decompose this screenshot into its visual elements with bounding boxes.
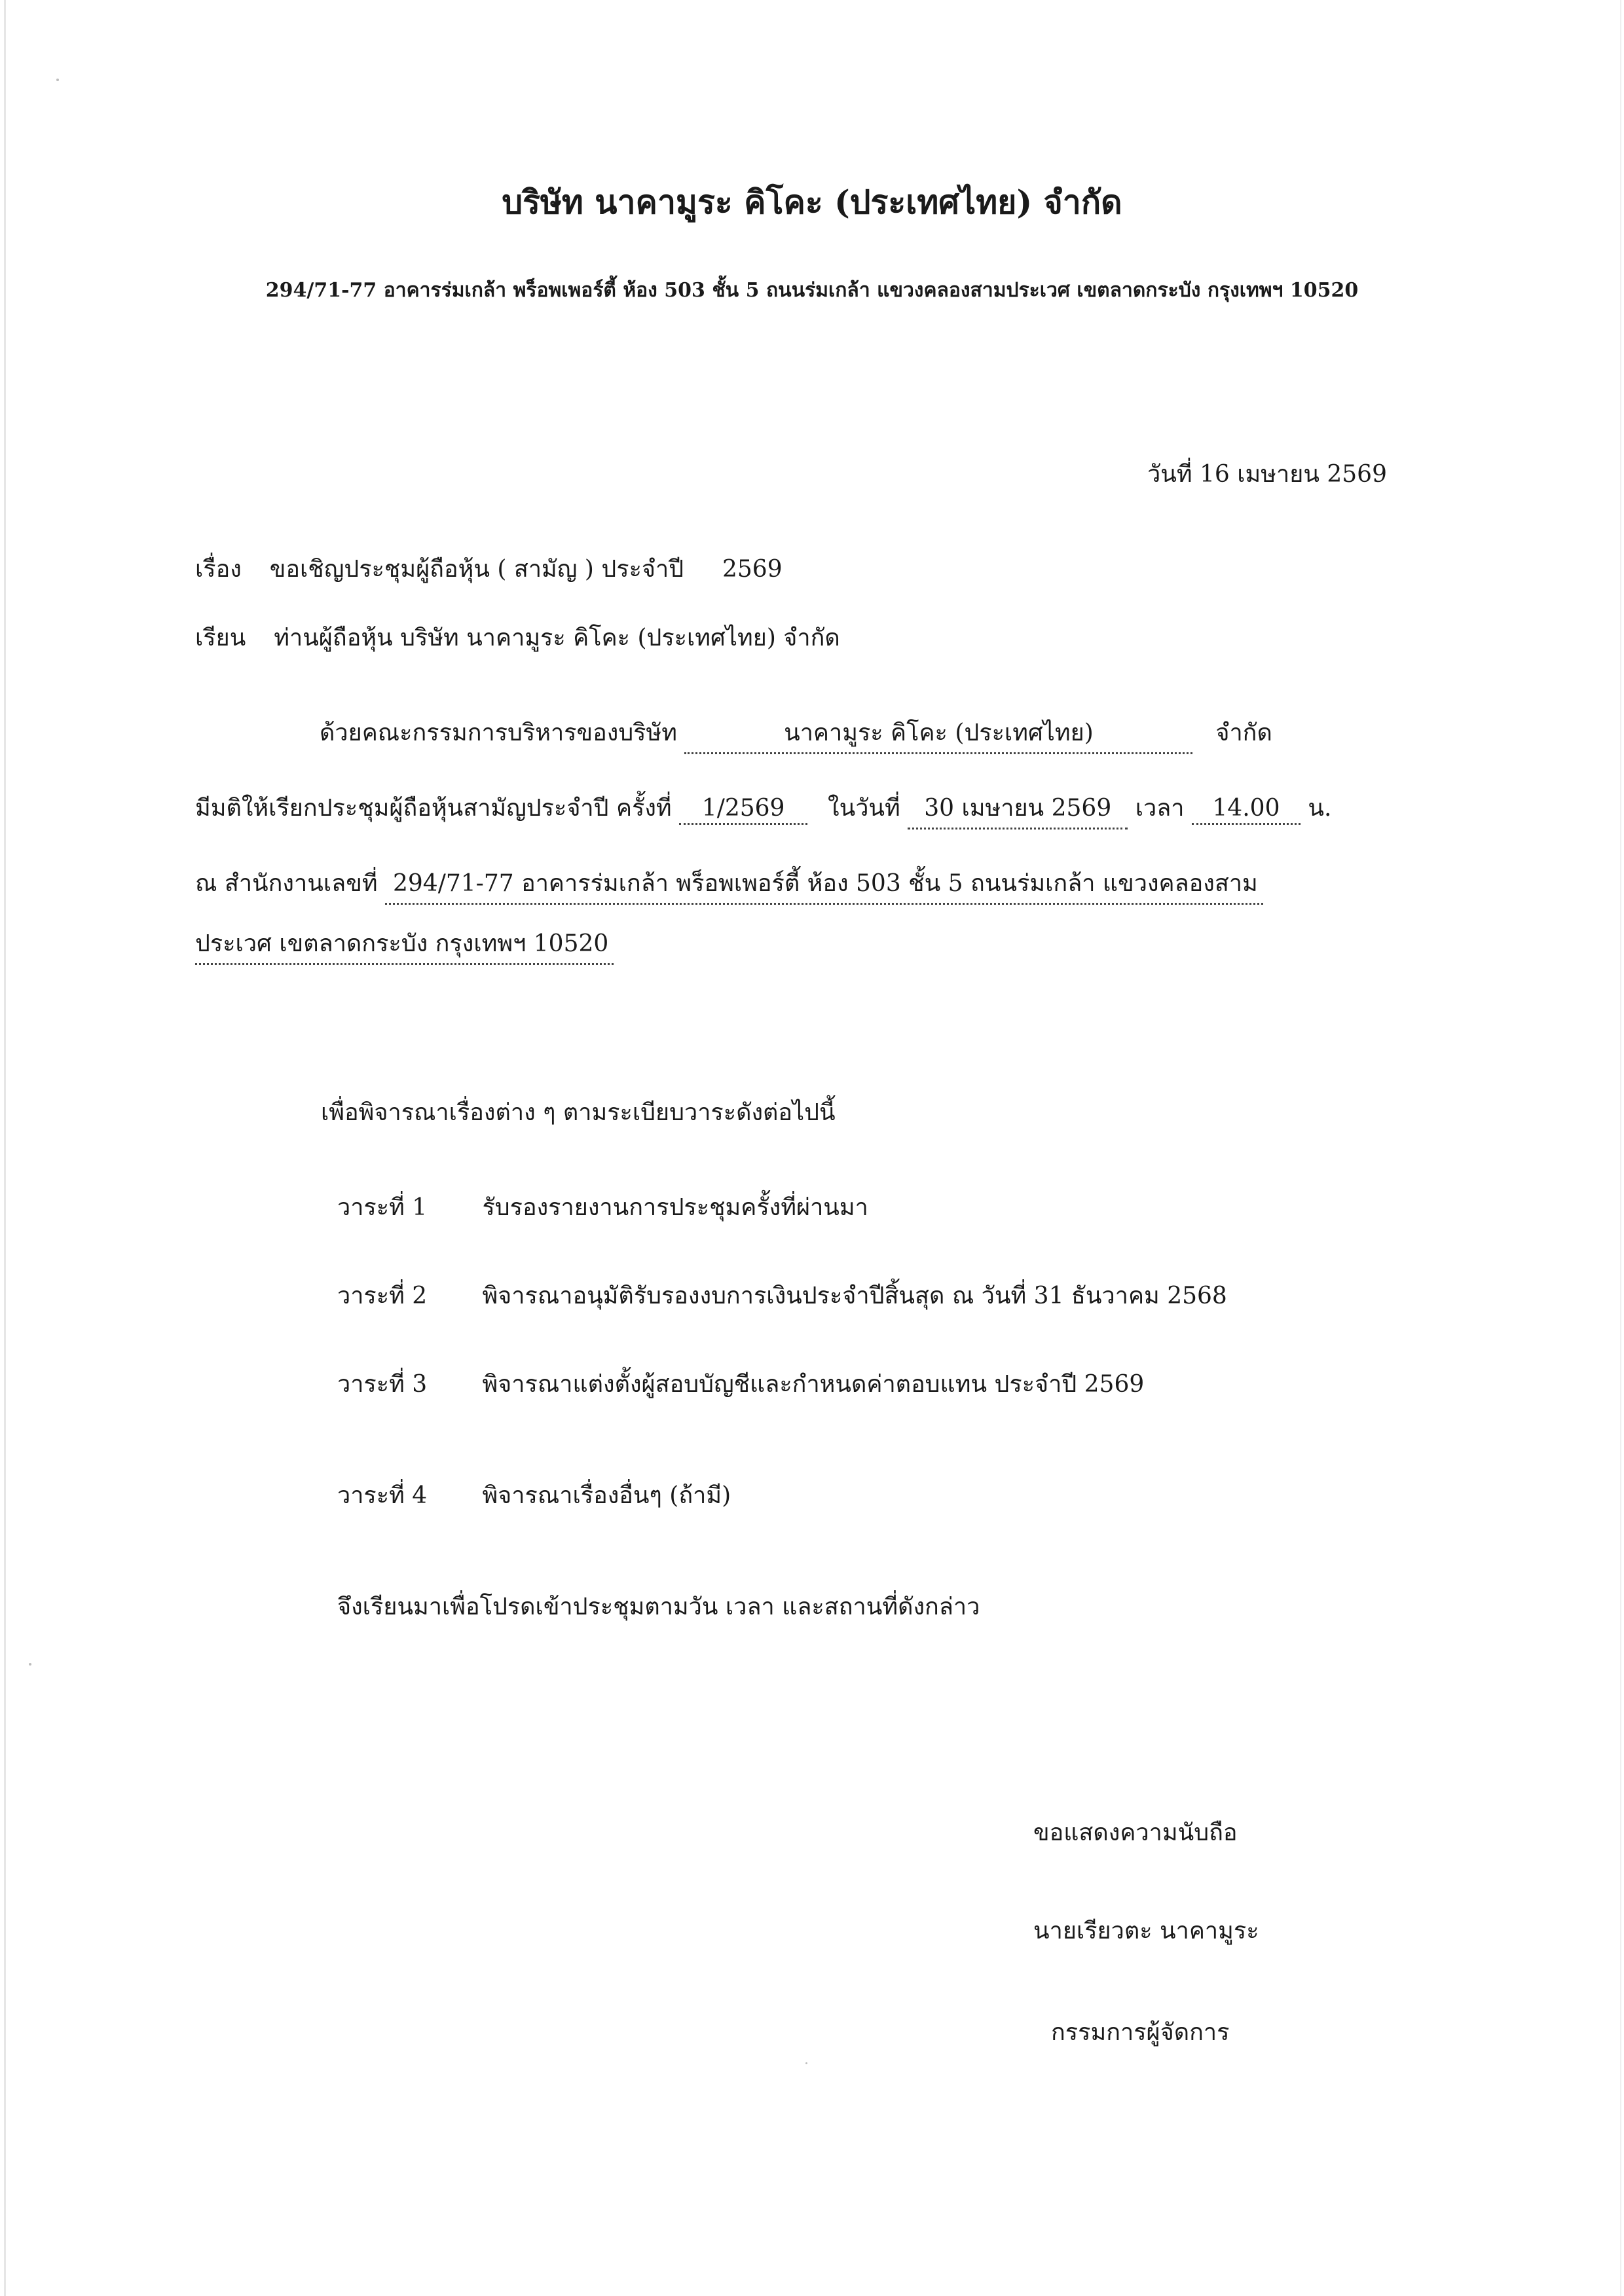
agenda-label: วาระที่ 1 xyxy=(337,1194,428,1221)
agenda-item xyxy=(337,1188,868,1226)
meeting-date-label: ในวันที่ xyxy=(828,795,900,822)
agenda-item xyxy=(337,1365,1144,1402)
letter-date: วันที่ 16 เมษายน 2569 xyxy=(1147,461,1387,488)
agenda-item xyxy=(337,1277,1227,1314)
recipient-line xyxy=(195,619,840,656)
recipient-text: ท่านผู้ถือหุ้น บริษัท นาคามูระ คิโคะ (ประเทศไทย) จำกัด xyxy=(274,625,840,651)
meeting-prefix: มีมติให้เรียกประชุมผู้ถือหุ้นสามัญประจำปี ครั้งที่ xyxy=(195,795,672,822)
agenda-label: วาระที่ 4 xyxy=(337,1482,428,1509)
paragraph-prefix: ด้วยคณะกรรมการบริหารของบริษัท xyxy=(320,720,677,746)
venue-field-line-1: 294/71-77 อาคารร่มเกล้า พร็อพเพอร์ตี้ ห้อง 503 ชั้น 5 ถนนร่มเกล้า แขวงคลองสาม xyxy=(385,864,1263,905)
agenda-item xyxy=(337,1476,731,1514)
meeting-time-unit: น. xyxy=(1308,795,1332,822)
signature-closing: ขอแสดงความนับถือ xyxy=(1033,1819,1238,1846)
closing-request: จึงเรียนมาเพื่อโปรดเข้าประชุมตามวัน เวลา และสถานที่ดังกล่าว xyxy=(337,1594,980,1620)
agenda-label: วาระที่ 2 xyxy=(337,1283,428,1309)
signature-position: กรรมการผู้จัดการ xyxy=(1051,2019,1230,2046)
meeting-time-field: 14.00 xyxy=(1192,795,1301,825)
subject-label: เรื่อง xyxy=(195,556,242,583)
scan-edge-right xyxy=(1620,0,1621,2296)
agenda-intro: เพื่อพิจารณาเรื่องต่าง ๆ ตามระเบียบวาระดังต่อไปนี้ xyxy=(321,1099,836,1126)
recipient-label: เรียน xyxy=(195,625,246,651)
scan-edge-left xyxy=(4,0,6,2296)
agenda-text: รับรองรายงานการประชุมครั้งที่ผ่านมา xyxy=(482,1194,868,1221)
venue-field-line-2: ประเวศ เขตลาดกระบัง กรุงเทพฯ 10520 xyxy=(195,924,614,965)
paragraph-line-3 xyxy=(195,864,1263,905)
meeting-date-field: 30 เมษายน 2569 xyxy=(908,789,1128,829)
paragraph-line-1 xyxy=(320,714,1272,754)
scan-speck xyxy=(29,1663,31,1666)
paragraph-line-4 xyxy=(195,924,614,965)
venue-prefix: ณ สำนักงานเลขที่ xyxy=(195,870,378,897)
subject-year: 2569 xyxy=(722,556,783,583)
paragraph-line-2 xyxy=(195,789,1331,829)
agenda-text: พิจารณาแต่งตั้งผู้สอบบัญชีและกำหนดค่าตอบแทน ประจำปี 2569 xyxy=(482,1371,1145,1398)
scan-speck xyxy=(805,2062,807,2064)
agenda-label: วาระที่ 3 xyxy=(337,1371,428,1398)
company-suffix: จำกัด xyxy=(1215,720,1272,746)
agenda-text: พิจารณาเรื่องอื่นๆ (ถ้ามี) xyxy=(482,1482,731,1509)
agenda-text: พิจารณาอนุมัติรับรองงบการเงินประจำปีสิ้นสุด ณ วันที่ 31 ธันวาคม 2568 xyxy=(482,1283,1227,1309)
subject-line xyxy=(195,550,783,587)
subject-text: ขอเชิญประชุมผู้ถือหุ้น ( สามัญ ) ประจำปี xyxy=(269,556,684,583)
company-title: บริษัท นาคามูระ คิโคะ (ประเทศไทย) จำกัด xyxy=(502,183,1122,221)
scan-speck xyxy=(56,79,59,81)
meeting-number-field: 1/2569 xyxy=(679,795,807,825)
signature-name: นายเรียวตะ นาคามูระ xyxy=(1033,1918,1259,1944)
meeting-time-label: เวลา xyxy=(1135,795,1185,822)
company-fill-field: นาคามูระ คิโคะ (ประเทศไทย) xyxy=(684,714,1192,754)
company-address: 294/71-77 อาคารร่มเกล้า พร็อพเพอร์ตี้ ห้อง 503 ชั้น 5 ถนนร่มเกล้า แขวงคลองสามประเวศ เขตลาดกระบัง กรุงเทพฯ 10520 xyxy=(265,279,1359,302)
